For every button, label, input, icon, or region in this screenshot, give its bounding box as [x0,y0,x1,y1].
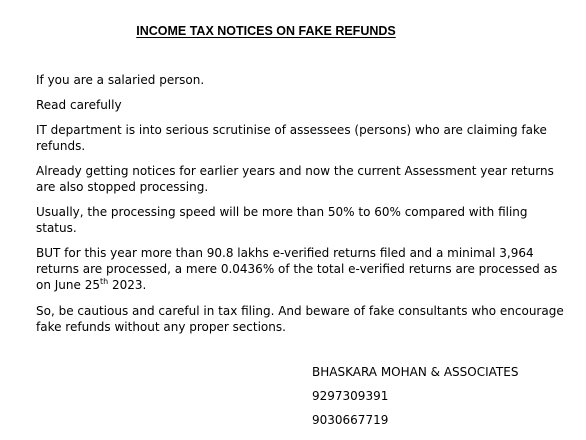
paragraph-caution: So, be cautious and careful in tax filing. And beware of fake consultants who encourage fake refunds without any proper sections. [36,304,564,334]
document-title: INCOME TAX NOTICES ON FAKE REFUNDS [136,24,396,38]
firm-name: BHASKARA MOHAN & ASSOCIATES [312,365,519,379]
statistics-text: BUT for this year more than 90.8 lakhs e-verified returns filed and a minimal 3,964 returns are processed, a mere 0.0436% of the total e-verified returns are processed as on June 25 [36,246,558,292]
phone-number-1: 9297309391 [312,389,389,403]
paragraph-statistics [36,245,566,293]
phone-number-2: 9030667719 [312,413,389,427]
document-body [36,72,566,344]
statistics-year: 2023. [108,278,147,292]
paragraph-salaried: If you are a salaried person. [36,73,205,87]
paragraph-scrutiny: IT department is into serious scrutinise of assessees (persons) who are claiming fake refunds. [36,123,547,153]
paragraph-processing-speed: Usually, the processing speed will be more than 50% to 60% compared with filing status. [36,205,528,235]
signature-block [312,364,518,436]
paragraph-read-carefully: Read carefully [36,98,122,112]
date-ordinal-suffix: th [99,277,109,286]
paragraph-notices: Already getting notices for earlier years and now the current Assessment year returns are also stopped processing. [36,164,554,194]
